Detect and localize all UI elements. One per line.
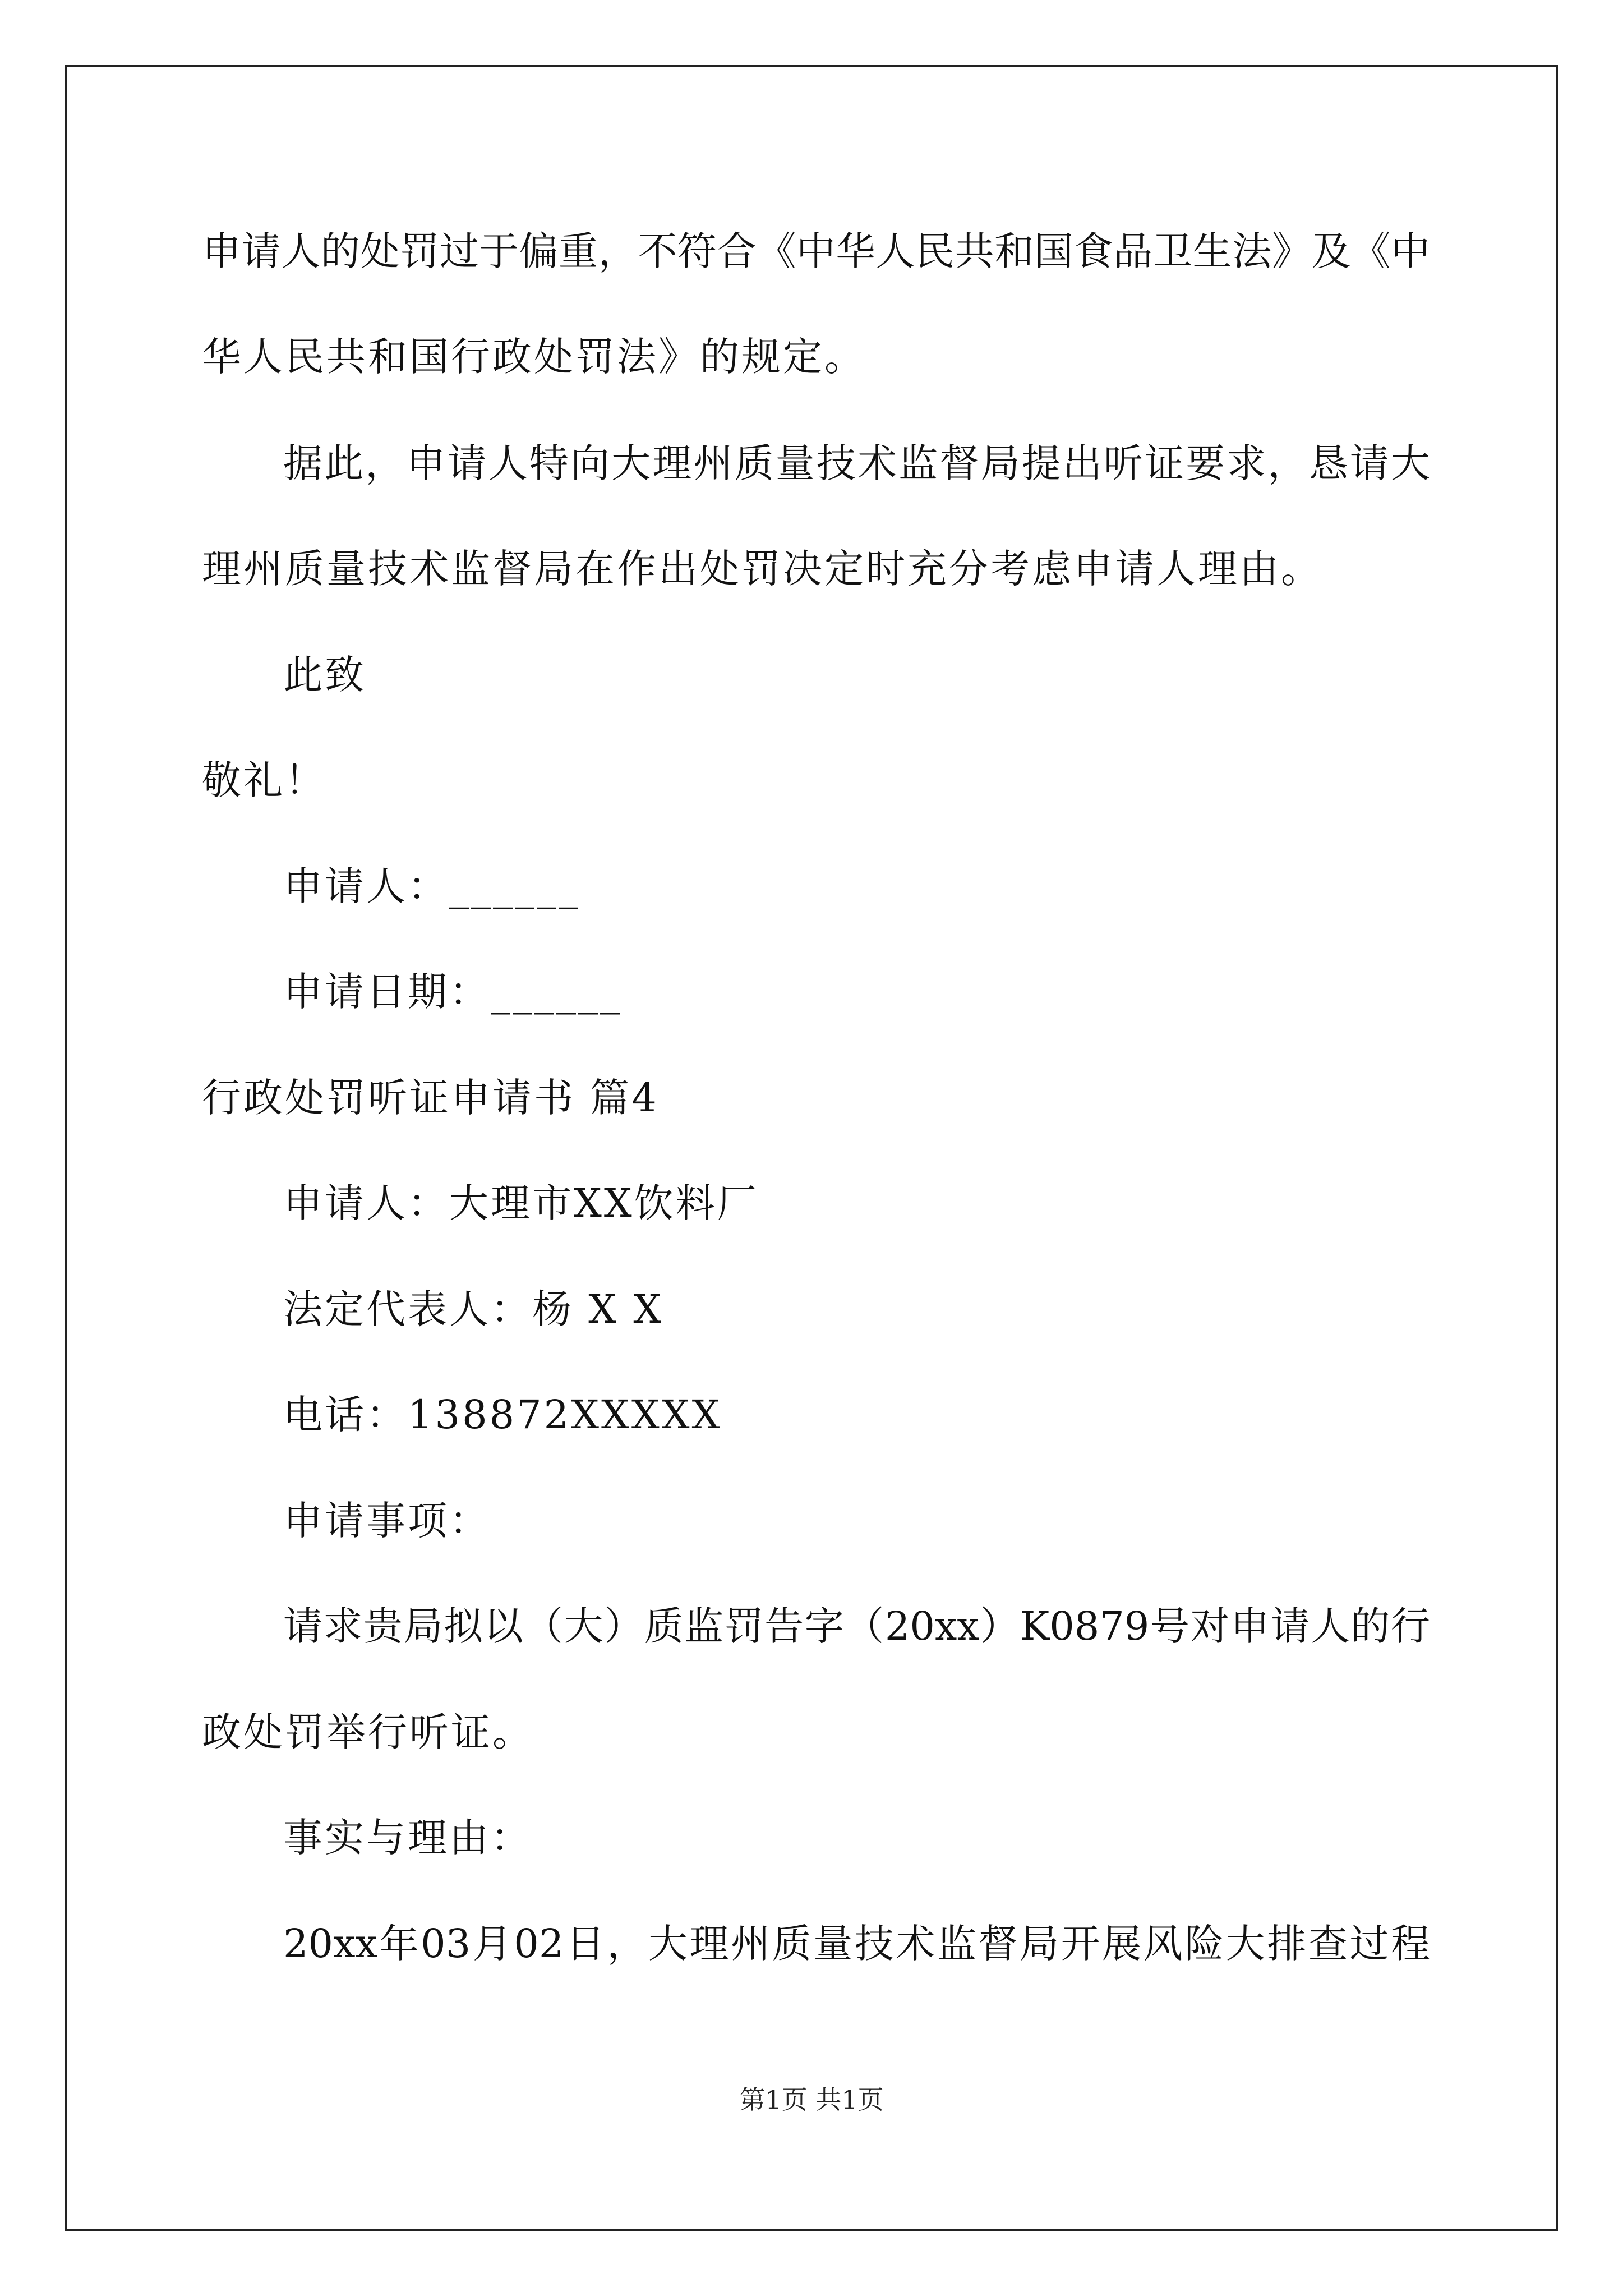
facts-and-reasons-heading: 事实与理由： xyxy=(283,1815,532,1861)
text-line-1: 申请人的处罚过于偏重，不符合《中华人民共和国食品卫生法》及《中 xyxy=(202,228,1430,274)
text-line-15: 政处罚举行听证。 xyxy=(202,1709,534,1755)
phone-line: 电话：138872XXXXX xyxy=(283,1392,722,1438)
application-matters-heading: 申请事项： xyxy=(283,1498,491,1544)
legal-representative-line: 法定代表人：杨 X X xyxy=(283,1286,664,1332)
text-line-4: 理州质量技术监督局在作出处罚决定时充分考虑申请人理由。 xyxy=(202,546,1322,592)
section-title: 行政处罚听证申请书 篇4 xyxy=(202,1075,659,1121)
page-number-footer: 第1页 共1页 xyxy=(739,2085,884,2115)
closing-respect: 敬礼！ xyxy=(202,757,326,803)
applicant-name-line: 申请人：大理市XX饮料厂 xyxy=(283,1180,759,1226)
text-line-2: 华人民共和国行政处罚法》的规定。 xyxy=(202,334,866,380)
applicant-signature-line: 申请人：______ xyxy=(283,863,580,909)
page-border xyxy=(65,65,1558,2231)
text-line-17: 20xx年03月02日，大理州质量技术监督局开展风险大排查过程 xyxy=(283,1921,1430,1967)
closing-salutation: 此致 xyxy=(283,652,366,698)
text-line-14: 请求贵局拟以（大）质监罚告字（20xx）K0879号对申请人的行 xyxy=(283,1603,1430,1649)
application-date-line: 申请日期：______ xyxy=(283,969,622,1015)
text-line-3: 据此，申请人特向大理州质量技术监督局提出听证要求，恳请大 xyxy=(283,440,1430,486)
